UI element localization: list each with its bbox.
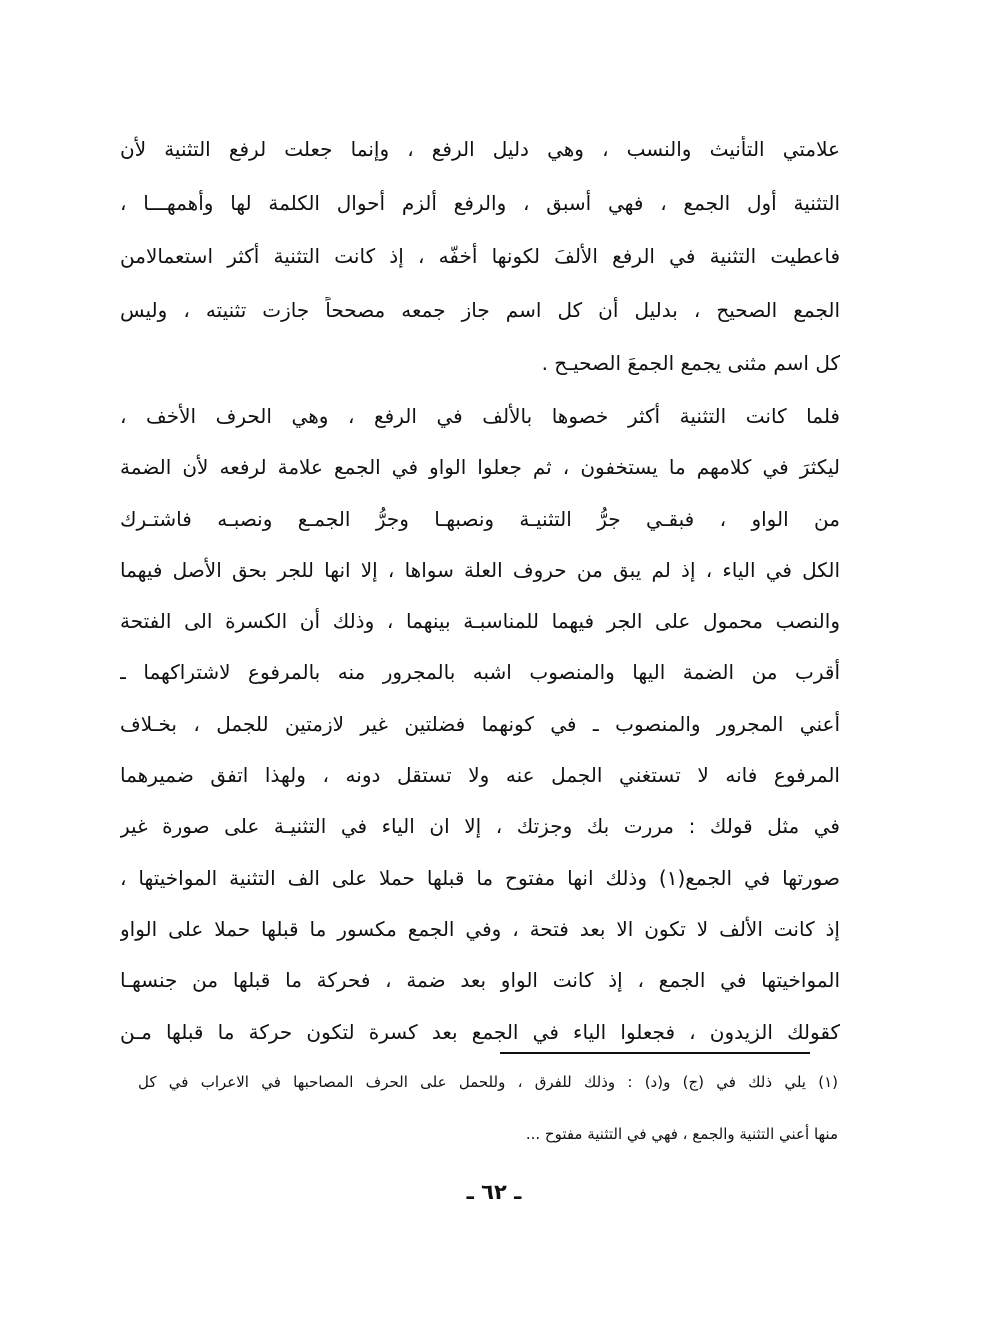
footnote-separator	[500, 1052, 810, 1054]
text-line: إذ كانت الألف لا تكون الا بعد فتحة ، وفي الجمع مكسور ما قبلها حملا على الواو	[120, 916, 840, 941]
text-line: التثنية أول الجمع ، فهي أسبق ، والرفع ألزم أحوال الكلمة لها وأهمهـــا ،	[120, 190, 840, 215]
footnote-line: (١) يلي ذلك في (ج) و(د) : وذلك للفرق ، وللحمل على الحرف المصاحبها في الاعراب في كل	[138, 1073, 838, 1091]
text-line: أعني المجرور والمنصوب ـ في كونهما فضلتين غير لازمتين للجمل ، بخـلاف	[120, 711, 840, 736]
text-line: المرفوع فانه لا تستغني الجمل عنه ولا تستقل دونه ، ولهذا اتفق ضميرهما	[120, 763, 840, 788]
text-line: فاعطيت التثنية في الرفع الألفَ لكونها أخفّه ، إذ كانت التثنية أكثر استعمالامن	[120, 244, 840, 268]
text-line: علامتي التأنيث والنسب ، وهي دليل الرفع ، وإنما جعلت لرفع التثنية لأن	[120, 137, 840, 161]
page-number: ـ ٦٢ ـ	[466, 1180, 522, 1204]
footnote	[138, 1072, 838, 1176]
paragraph-2	[120, 403, 840, 1070]
text-line: المواخيتها في الجمع ، إذ كانت الواو بعد ضمة ، فحركة ما قبلها من جنسهـا	[120, 968, 840, 993]
text-line: والنصب محمول على الجر فيهما للمناسبـة بينهما ، وذلك أن الكسرة الى الفتحة	[120, 609, 840, 634]
text-line: الكل في الياء ، إذ لم يبق من حروف العلة سواها ، إلا انها للجر بحق الأصل فيهما	[120, 557, 840, 582]
text-line: كل اسم مثنى يجمع الجمعَ الصحيـح .	[541, 351, 840, 375]
paragraph-1	[120, 136, 840, 404]
text-line: في مثل قولك : مررت بك وجزتك ، إلا ان الياء في التثنيـة على صورة غير	[120, 814, 840, 839]
text-line: فلما كانت التثنية أكثر خصوها بالألف في الرفع ، وهي الحرف الأخف ،	[120, 404, 840, 428]
text-line: أقرب من الضمة اليها والمنصوب اشبه بالمجرور منه بالمرفوع لاشتراكهما ـ	[120, 660, 840, 685]
text-line: كقولك الزيدون ، فجعلوا الياء في الجمع بعد كسرة لتكون حركة ما قبلها مـن	[120, 1019, 840, 1044]
text-line: ليكثرَ في كلامهم ما يستخفون ، ثم جعلوا الواو في الجمع علامة لرفعه لأن الضمة	[120, 455, 840, 480]
footnote-line: منها أعني التثنية والجمع ، فهي في التثنية مفتوح ...	[525, 1125, 838, 1143]
text-line: الجمع الصحيح ، بدليل أن كل اسم جاز جمعه مصححاً جازت تثنيته ، وليس	[120, 297, 840, 322]
text-line: من الواو ، فبقـي جرُّ التثنيـة ونصبهـا وجرُّ الجمـع ونصبـه فاشتـرك	[120, 506, 840, 531]
text-line: صورتها في الجمع(١) وذلك انها مفتوح ما قبلها حملا على الف التثنية المواخيتها ،	[120, 865, 840, 890]
